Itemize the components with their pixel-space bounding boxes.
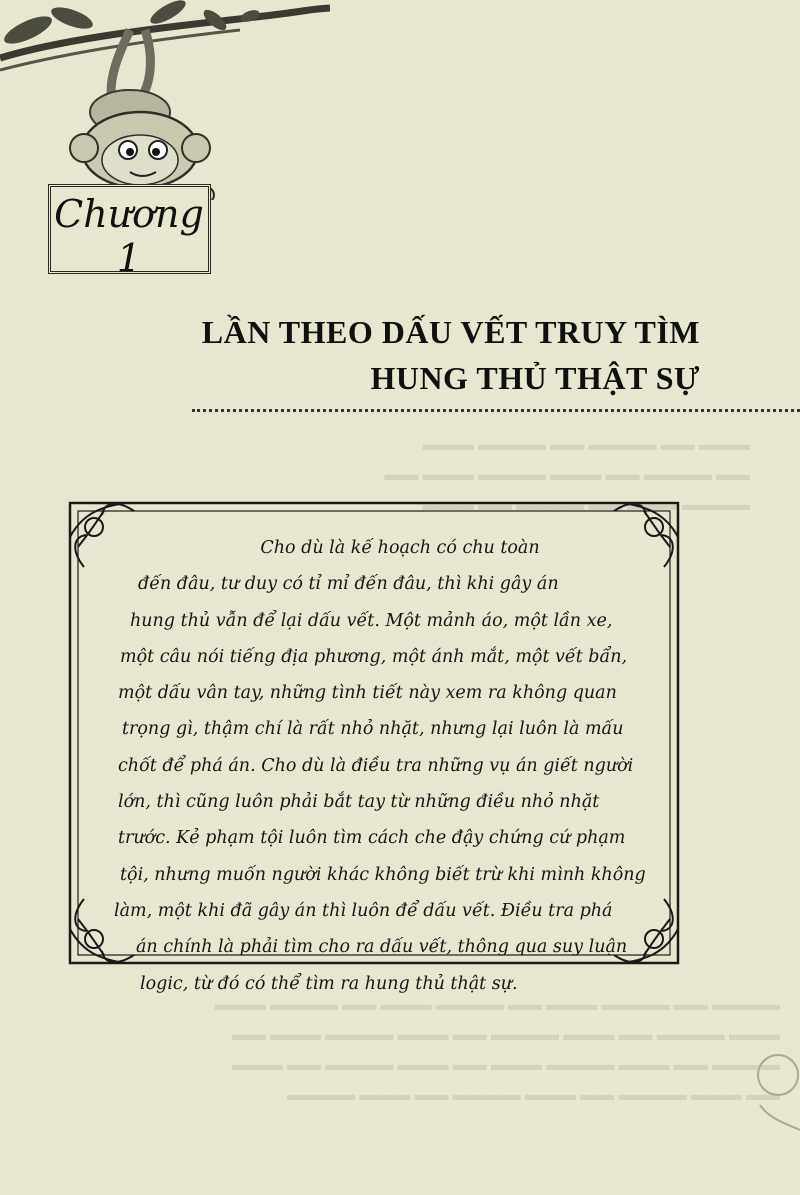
chapter-intro-quote	[100, 530, 680, 1002]
monkey-vine-illustration	[0, 0, 330, 200]
quote-line: tội, nhưng muốn người khác không biết trừ khi mình không	[120, 864, 646, 885]
quote-line: một dấu vân tay, những tình tiết này xem ra không quan	[118, 683, 617, 704]
quote-line: hung thủ vẫn để lại dấu vết. Một mảnh áo, một lần xe,	[130, 610, 613, 631]
quote-line: Cho dù là kế hoạch có chu toàn	[260, 538, 540, 558]
quote-line: một câu nói tiếng địa phương, một ánh mắt, một vết bẩn,	[120, 646, 628, 667]
dotted-divider	[192, 409, 800, 412]
chapter-title-line-2: HUNG THỦ THẬT SỰ	[370, 360, 700, 396]
quote-line: chốt để phá án. Cho dù là điều tra những vụ án giết người	[118, 755, 634, 776]
quote-line: logic, từ đó có thể tìm ra hung thủ thật sự.	[140, 973, 518, 994]
quote-line: làm, một khi đã gây án thì luôn để dấu vết. Điều tra phá	[114, 900, 613, 921]
chapter-title-line-1: LẦN THEO DẤU VẾT TRUY TÌM	[201, 314, 700, 350]
quote-line: trước. Kẻ phạm tội luôn tìm cách che đậy chứng cứ phạm	[118, 828, 626, 849]
chapter-label: Chương 1	[54, 192, 204, 280]
quote-line: trọng gì, thậm chí là rất nhỏ nhặt, nhưng lại luôn là mấu	[122, 719, 624, 740]
quote-line: án chính là phải tìm cho ra dấu vết, thông qua suy luận	[136, 937, 628, 958]
quote-line: lớn, thì cũng luôn phải bắt tay từ những điều nhỏ nhặt	[118, 792, 600, 813]
corner-decoration	[730, 1045, 800, 1135]
bleed-through-text-lower: ▬▬▬▬ ▬▬ ▬▬▬▬ ▬▬▬ ▬▬ ▬▬▬▬ ▬▬▬ ▬▬ ▬▬▬▬ ▬▬▬ ▬▬▬ ▬▬▬▬ ▬▬ ▬▬▬ ▬▬▬▬ ▬▬ ▬▬▬ ▬▬▬▬ ▬▬▬ ▬▬ ▬▬▬▬ ▬▬ ▬▬▬ ▬▬▬▬ ▬▬▬ ▬▬ ▬▬▬ ▬▬▬▬ ▬▬ ▬▬▬ ▬▬ ▬▬▬ ▬▬▬▬ ▬▬ ▬▬▬ ▬▬▬▬ ▬▬ ▬▬▬ ▬▬▬▬	[214, 995, 780, 1104]
quote-line: đến đâu, tư duy có tỉ mỉ đến đâu, thì khi gây án	[138, 574, 559, 595]
bleed-through-text: ▬▬▬ ▬▬ ▬▬▬▬ ▬▬ ▬▬▬▬ ▬▬▬ ▬▬ ▬▬▬▬ ▬▬ ▬▬▬ ▬▬▬▬ ▬▬▬ ▬▬ ▬▬▬▬ ▬▬▬ ▬▬ ▬▬▬▬ ▬▬ ▬▬▬	[384, 435, 750, 514]
